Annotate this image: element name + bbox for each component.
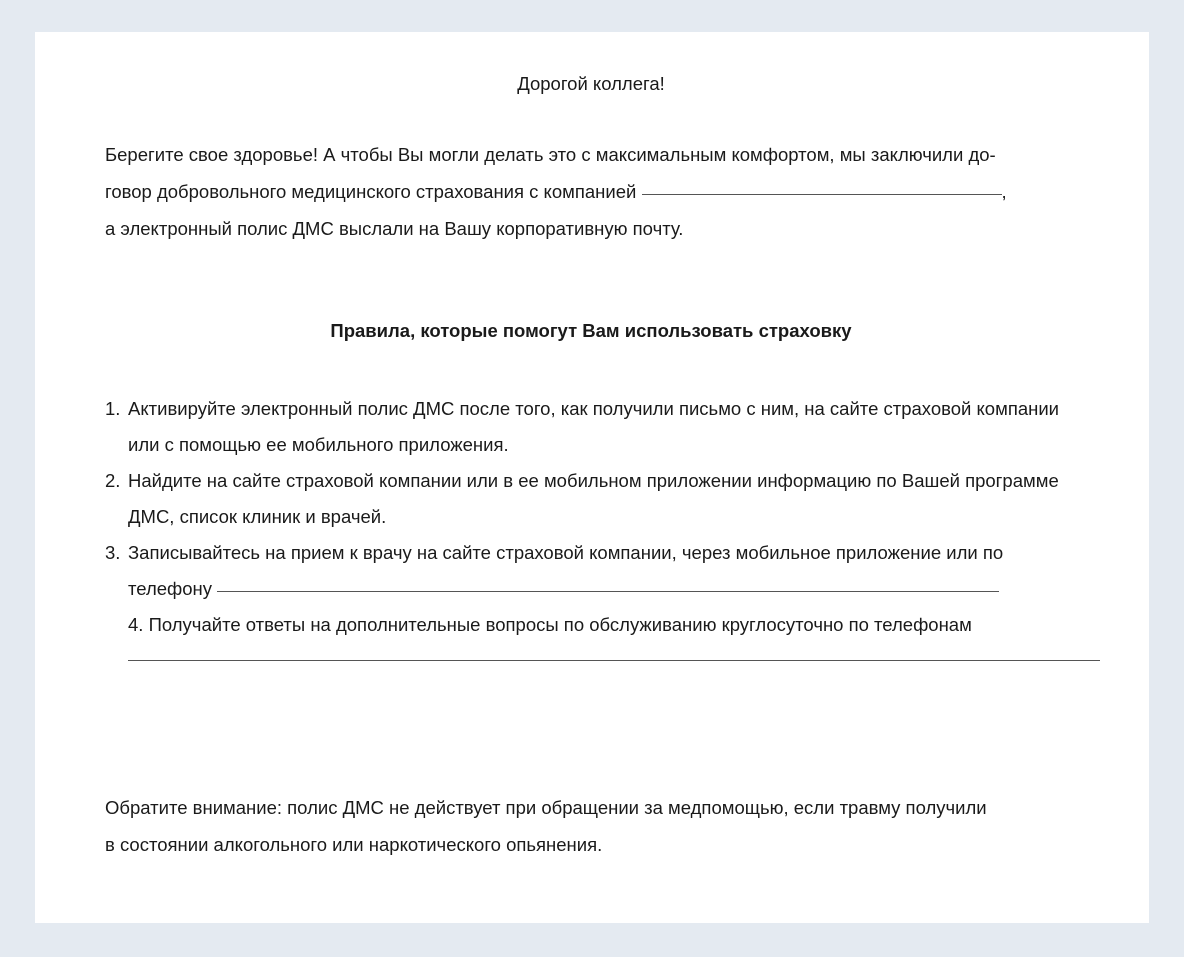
phone-number-blank[interactable] <box>217 591 999 592</box>
intro-line-3: а электронный полис ДМС выслали на Вашу корпоративную почту. <box>105 218 684 240</box>
rules-list <box>105 343 1077 661</box>
document-page <box>35 32 1149 923</box>
intro-line-1: Берегите свое здоровье! А чтобы Вы могли делать это с максимальным комфортом, мы заключили до- <box>105 144 996 166</box>
rules-section-heading: Правила, которые помогут Вам использовать страховку <box>330 320 852 342</box>
rule-number-4: 4. <box>128 614 144 636</box>
company-name-blank[interactable] <box>642 194 1002 195</box>
phones-blank[interactable] <box>128 660 1100 661</box>
rule-text-1: Активируйте электронный полис ДМС после того, как получили письмо с ним, на сайте страховой компании или с помощью ее мобильного приложения. <box>128 398 1060 456</box>
document-title: Дорогой коллега! <box>517 73 665 94</box>
rule-item-3 <box>105 535 1077 607</box>
intro-line-2-comma: , <box>1001 181 1007 203</box>
rule-item-2 <box>105 463 1077 535</box>
rule-text-3 <box>128 542 1003 599</box>
rule-item-4 <box>105 607 1077 661</box>
notice-line-2: в состоянии алкогольного или наркотического опьянения. <box>105 834 603 856</box>
notice-line-1: Обратите внимание: полис ДМС не действует при обращении за медпомощью, если травму получили <box>105 797 987 819</box>
rule-text-3-content: Записывайтесь на прием к врачу на сайте страховой компании, через мобильное приложение или по телефону <box>128 542 1004 600</box>
rule-text-4 <box>128 614 972 635</box>
notice-paragraph <box>105 661 1077 863</box>
rule-number-1: 1. <box>105 398 121 420</box>
rule-item-1 <box>105 391 1077 463</box>
rule-text-4-content: Получайте ответы на дополнительные вопросы по обслуживанию круглосуточно по телефонам <box>143 614 972 636</box>
document-content <box>105 32 1077 923</box>
rule-text-2: Найдите на сайте страховой компании или в ее мобильном приложении информацию по Вашей программе ДМС, список клиник и врачей. <box>128 470 1059 528</box>
intro-line-2-text: говор добровольного медицинского страхования с компанией <box>105 181 642 203</box>
intro-line-2 <box>105 173 1077 210</box>
rule-number-3: 3. <box>105 542 121 564</box>
intro-paragraph <box>105 96 1077 247</box>
rule-number-2: 2. <box>105 470 121 492</box>
